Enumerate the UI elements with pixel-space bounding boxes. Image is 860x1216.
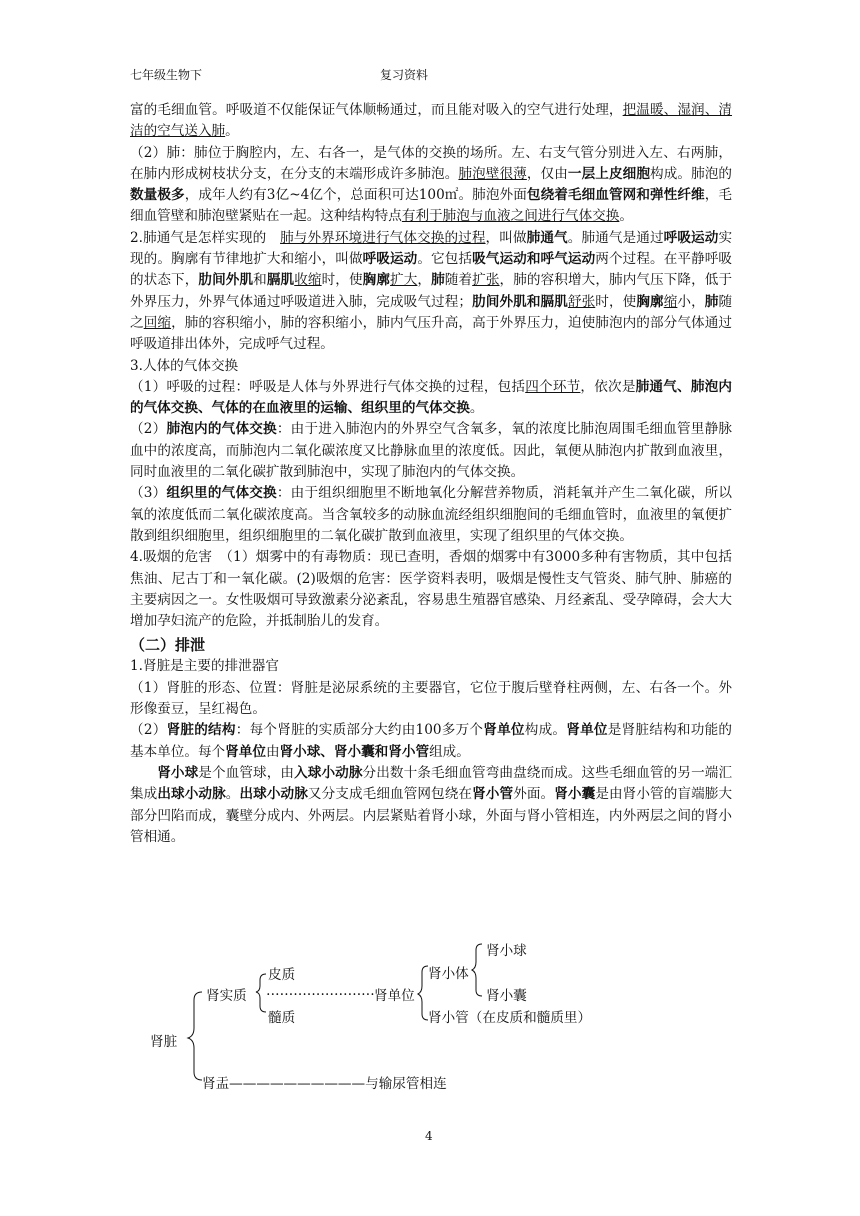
paragraph-kidney-structure: （2）肾脏的结构：每个肾脏的实质部分大约由100多万个肾单位构成。肾单位是肾脏结构和功能的基本单位。每个肾单位由肾小球、肾小囊和肾小管组成。	[130, 722, 733, 760]
label-pelvis: 肾盂——————————与输尿管相连	[202, 1076, 447, 1092]
header-center: 复习资料	[380, 68, 429, 82]
paragraph-smoking: 4.吸烟的危害 （1）烟雾中的有毒物质：现已查明，香烟的烟雾中有3000多种有害物质，其中包括焦油、尼古丁和一氧化碳。(2)吸烟的危害：医学资料表明，吸烟是慢性支气管炎、肺气肿、肺癌的主要病因之一。女性吸烟可导致激素分泌紊乱，容易患生殖器官感染、月经紊乱、受孕障碍，会大大增加孕妇流产的危险，并抵制胎儿的发育。	[130, 549, 732, 630]
paragraph-tissue-exchange: （3）组织里的气体交换：由于组织细胞里不断地氧化分解营养物质，消耗氧并产生二氧化碳，所以氧的浓度低而二氧化碳浓度高。当含氧较多的动脉血流经组织细胞间的毛细血管时，血液里的氧便扩散到组织细胞里，组织细胞里的二氧化碳扩散到血液里，实现了组织里的气体交换。	[130, 485, 732, 544]
document-body	[130, 100, 732, 848]
paragraph-ventilation: 2.肺通气是怎样实现的 肺与外界环境进行气体交换的过程，叫做肺通气。肺通气是通过呼吸运动实现的。胸廓有节律地扩大和缩小，叫做呼吸运动。它包括吸气运动和呼气运动两个过程。在平静呼吸的状态下，肋间外肌和膈肌收缩时，使胸廓扩大，肺随着扩张，肺的容积增大，肺内气压下降，低于外界压力，外界气体通过呼吸道进入肺，完成吸气过程；肋间外肌和膈肌舒张时，使胸廓缩小，肺随之回缩，肺的容积缩小，肺的容积缩小，肺内气压升高，高于外界压力，迫使肺泡内的部分气体通过呼吸道排出体外，完成呼气过程。	[130, 229, 733, 353]
paragraph-glomerulus: 肾小球是个血管球，由入球小动脉分出数十条毛细血管弯曲盘绕而成。这些毛细血管的另一端汇集成出球小动脉。出球小动脉又分支成毛细血管网包绕在肾小管外面。肾小囊是由肾小管的盲端膨大部分凹陷而成，囊壁分成内、外两层。内层紧贴着肾小球，外面与肾小管相连，内外两层之间的肾小管相通。	[130, 764, 733, 845]
paragraph-kidney-shape: （1）肾脏的形态、位置：肾脏是泌尿系统的主要器官，它位于腹后壁脊柱两侧，左、右各一个。外形像蚕豆，呈红褐色。	[130, 679, 732, 718]
header-left: 七年级生物下	[130, 68, 203, 82]
heading-kidney: 1.肾脏是主要的排泄器官	[130, 658, 279, 675]
label-medulla: 髓质	[268, 1010, 296, 1026]
label-glomerulus: 肾小球	[486, 943, 527, 959]
paragraph-respiration-process: （1）呼吸的过程：呼吸是人体与外界进行气体交换的过程，包括四个环节，依次是肺通气、肺泡内的气体交换、气体的在血液里的运输、组织里的气体交换。	[130, 378, 733, 417]
label-kidney: 肾脏	[150, 1034, 178, 1050]
label-tubule: 肾小管（在皮质和髓质里）	[428, 1010, 592, 1026]
section-heading-excretion: （二）排泄	[130, 636, 206, 655]
heading-gas-exchange: 3.人体的气体交换	[130, 357, 239, 374]
paragraph-airway: 富的毛细血管。呼吸道不仅能保证气体顺畅通过，而且能对吸入的空气进行处理，把温暖、湿润、清洁的空气送入肺。	[130, 102, 733, 140]
label-capsule: 肾小囊	[486, 988, 527, 1004]
page-number: 4	[425, 1129, 433, 1143]
paragraph-alveolar-exchange: （2）肺泡内的气体交换：由于进入肺泡内的外界空气含氧多，氧的浓度比肺泡周围毛细血管里静脉血中的浓度高，而肺泡内二氧化碳浓度又比静脉血里的浓度低。因此，氧便从肺泡内扩散到血液里，同时血液里的二氧化碳扩散到肺泡中，实现了肺泡内的气体交换。	[130, 421, 732, 481]
label-corpuscle: 肾小体	[428, 966, 469, 982]
label-parenchyma: 肾实质	[206, 988, 247, 1004]
label-cortex: 皮质	[268, 967, 296, 983]
label-dots: ……………………	[266, 983, 375, 999]
paragraph-lung: （2）肺：肺位于胸腔内，左、右各一，是气体的交换的场所。左、右支气管分别进入左、右两肺，在肺内形成树枝状分支，在分支的末端形成许多肺泡。肺泡壁很薄，仅由一层上皮细胞构成。肺泡的数量极多，成年人约有3亿~4亿个，总面积可达100㎡。肺泡外面包绕着毛细血管网和弹性纤维，毛细血管壁和肺泡壁紧贴在一起。这种结构特点有利于肺泡与血液之间进行气体交换。	[130, 144, 733, 225]
label-nephron: 肾单位	[374, 988, 415, 1004]
kidney-structure-diagram	[150, 936, 630, 1096]
